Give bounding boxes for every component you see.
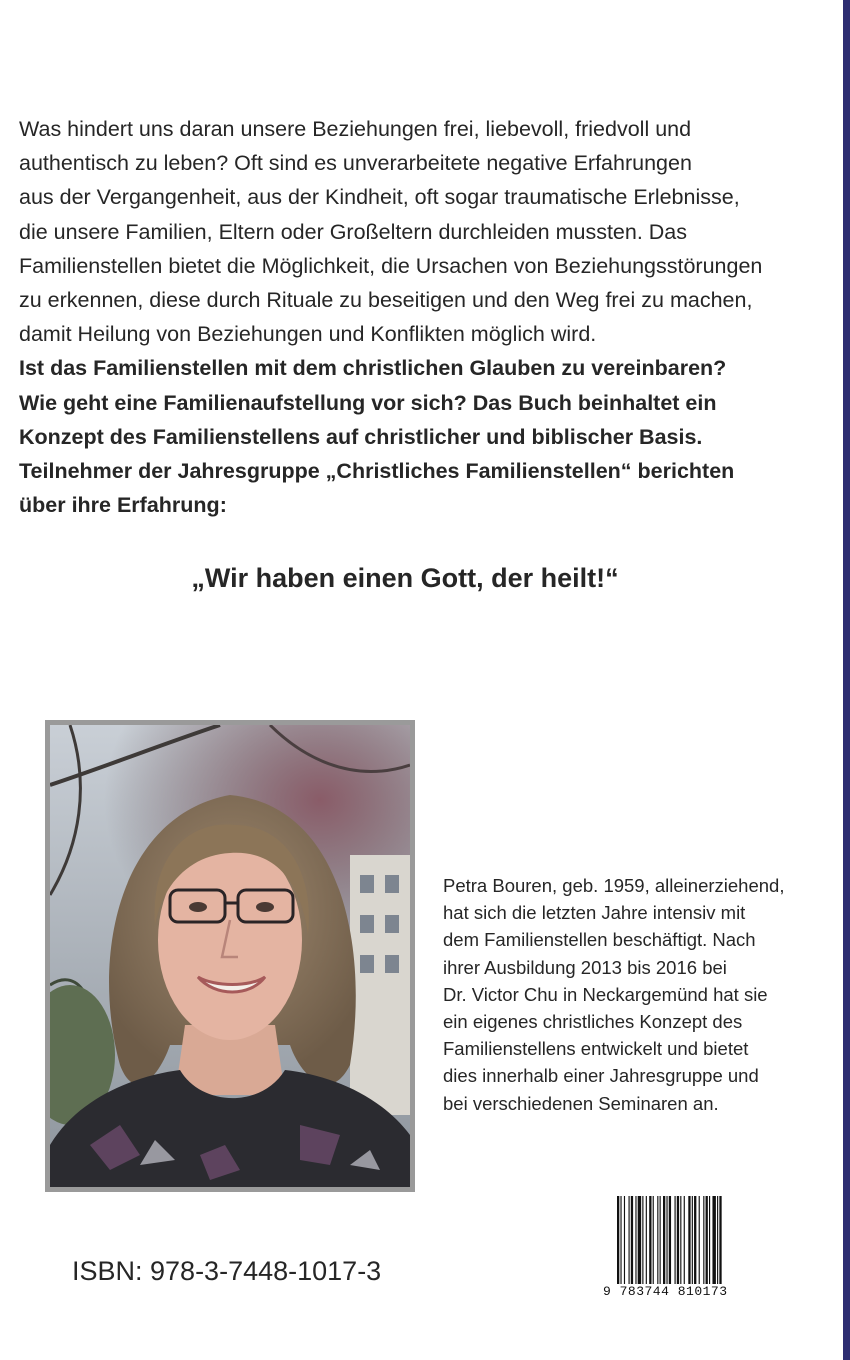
barcode-bar: [692, 1196, 693, 1284]
barcode-bar: [684, 1196, 685, 1284]
blurb-line: authentisch zu leben? Oft sind es unverarbeitete negative Erfahrungen: [19, 151, 692, 176]
bio-line: Petra Bouren, geb. 1959, alleinerziehend,: [443, 875, 785, 896]
bio-line: dem Familienstellen beschäftigt. Nach: [443, 929, 756, 951]
blurb-line: aus der Vergangenheit, aus der Kindheit, oft sogar traumatische Erlebnisse,: [19, 185, 740, 210]
bio-line: bei verschiedenen Seminaren an.: [443, 1092, 719, 1114]
blurb-bold-line: Teilnehmer der Jahresgruppe „Christliches Familienstellen“ berichten: [19, 459, 735, 484]
blurb-line: zu erkennen, diese durch Rituale zu beseitigen und den Weg frei zu machen,: [19, 288, 753, 313]
bio-line: Familienstellens entwickelt und bietet: [443, 1038, 749, 1060]
barcode-bar: [709, 1196, 710, 1284]
barcode-bar: [660, 1196, 661, 1284]
blurb-bold-line: Wie geht eine Familienaufstellung vor sich? Das Buch beinhaltet ein: [19, 390, 717, 415]
barcode-bar: [624, 1196, 625, 1284]
barcode-bar: [635, 1196, 636, 1284]
barcode-bar: [631, 1196, 633, 1284]
barcode-bar: [649, 1196, 651, 1284]
tagline-quote: „Wir haben einen Gott, der heilt!“: [191, 563, 619, 593]
blurb-line: Familienstellen bietet die Möglichkeit, die Ursachen von Beziehungsstörungen: [19, 253, 763, 278]
barcode-bars: [603, 1192, 763, 1284]
author-portrait-image: [50, 725, 410, 1187]
barcode-bar: [717, 1196, 718, 1284]
bio-line: Dr. Victor Chu in Neckargemünd hat sie: [443, 983, 768, 1005]
blurb-line: damit Heilung von Beziehungen und Konflikten möglich wird.: [19, 322, 597, 347]
barcode-bar: [719, 1196, 721, 1284]
spine-stripe: [843, 0, 850, 1360]
barcode-bar: [688, 1196, 690, 1284]
bio-line: hat sich die letzten Jahre intensiv mit: [443, 902, 746, 924]
barcode-bar: [703, 1196, 704, 1284]
barcode-bar: [712, 1196, 715, 1284]
bio-line: ihrer Ausbildung 2013 bis 2016 bei: [443, 956, 727, 978]
back-cover-blurb: [19, 112, 819, 522]
barcode-bar: [638, 1196, 641, 1284]
barcode-bar: [680, 1196, 681, 1284]
barcode-bar: [653, 1196, 654, 1284]
blurb-bold-line: über ihre Erfahrung:: [19, 493, 227, 518]
blurb-bold-paragraph: [19, 351, 819, 522]
author-bio: [443, 872, 833, 1117]
barcode-bar: [694, 1196, 696, 1284]
author-photo: [45, 720, 415, 1192]
blurb-paragraph: [19, 112, 819, 351]
barcode-bar: [646, 1196, 647, 1284]
barcode-bar: [669, 1196, 671, 1284]
blurb-bold-line: Konzept des Familienstellens auf christlicher und biblischer Basis.: [19, 424, 703, 449]
barcode-digits: 9 783744 810173: [603, 1284, 753, 1299]
blurb-line: die unsere Familien, Eltern oder Großeltern durchleiden mussten. Das: [19, 219, 688, 244]
barcode-bar: [629, 1196, 630, 1284]
blurb-bold-line: Ist das Familienstellen mit dem christlichen Glauben zu vereinbaren?: [19, 356, 727, 381]
barcode-bar: [699, 1196, 700, 1284]
barcode-bar: [666, 1196, 667, 1284]
isbn-label: ISBN: 978-3-7448-1017-3: [72, 1256, 382, 1286]
barcode-bar: [620, 1196, 621, 1284]
barcode-bar: [663, 1196, 665, 1284]
barcode-bar: [677, 1196, 679, 1284]
bio-line: ein eigenes christliches Konzept des: [443, 1011, 743, 1033]
barcode-bar: [706, 1196, 708, 1284]
barcode-bar: [657, 1196, 658, 1284]
barcode-bar: [642, 1196, 643, 1284]
blurb-line: Was hindert uns daran unsere Beziehungen frei, liebevoll, friedvoll und: [19, 117, 692, 141]
bio-line: dies innerhalb einer Jahresgruppe und: [443, 1065, 759, 1087]
barcode-bar: [675, 1196, 676, 1284]
barcode-bar: [617, 1196, 619, 1284]
